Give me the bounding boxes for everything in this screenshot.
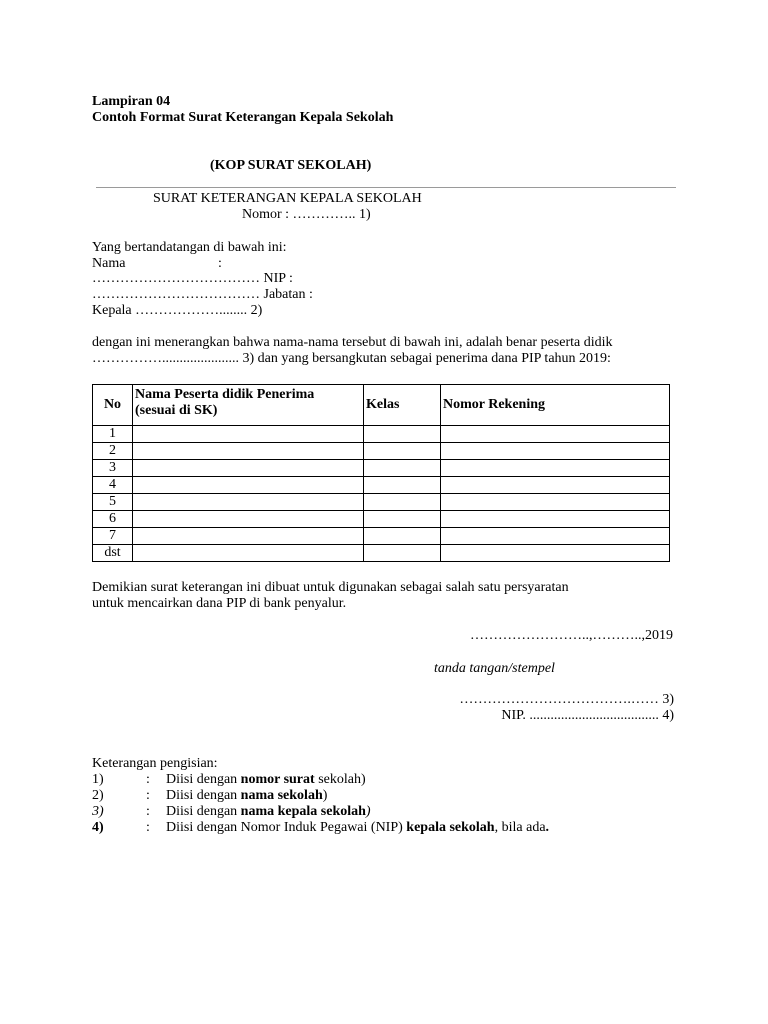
cell-nama: [133, 460, 364, 477]
cell-nama: [133, 528, 364, 545]
signature-name-line: ……………………………….…… 3): [459, 692, 674, 707]
document-subtitle: Contoh Format Surat Keterangan Kepala Sekolah: [92, 110, 394, 125]
intro-text: Yang bertandatangan di bawah ini:: [92, 240, 287, 255]
notes-title: Keterangan pengisian:: [92, 756, 218, 771]
row-number: 5: [93, 494, 133, 511]
letter-title: SURAT KETERANGAN KEPALA SEKOLAH: [153, 191, 422, 206]
cell-kelas: [364, 443, 441, 460]
cell-kelas: [364, 477, 441, 494]
header-nama-line-1: Nama Peserta didik Penerima: [135, 387, 315, 402]
cell-rekening: [441, 443, 670, 460]
note-text-bold: kepala sekolah: [406, 820, 495, 835]
cell-rekening: [441, 460, 670, 477]
closing-line-1: Demikian surat keterangan ini dibuat untuk digunakan sebagai salah satu persyaratan: [92, 580, 569, 595]
letter-number: Nomor : ………….. 1): [242, 207, 371, 222]
date-line: ……………………..,………..,2019: [470, 628, 673, 643]
table-row: [93, 528, 670, 545]
note-colon: :: [146, 788, 150, 803]
note-text-post: , bila ada: [494, 820, 546, 835]
header-divider: [96, 187, 676, 188]
cell-kelas: [364, 460, 441, 477]
table-header-row: [93, 385, 670, 426]
note-text-pre: Diisi dengan: [166, 804, 241, 819]
cell-nama: [133, 494, 364, 511]
row-number: 1: [93, 426, 133, 443]
note-text-bold: nomor surat: [240, 772, 315, 787]
cell-rekening: [441, 528, 670, 545]
cell-rekening: [441, 426, 670, 443]
note-text-pre: Diisi dengan: [166, 772, 241, 787]
nama-label: Nama: [92, 256, 126, 271]
cell-kelas: [364, 511, 441, 528]
cell-rekening: [441, 545, 670, 562]
cell-nama: [133, 545, 364, 562]
note-colon: :: [146, 772, 150, 787]
note-number: 3): [92, 804, 104, 819]
note-text: [166, 804, 371, 820]
note-text-bold: nama kepala sekolah: [240, 804, 366, 819]
table-row: [93, 494, 670, 511]
table-row: [93, 477, 670, 494]
kop-surat-label: (KOP SURAT SEKOLAH): [210, 158, 372, 173]
table-row: [93, 545, 670, 562]
student-table: [92, 384, 670, 562]
note-text-post: ): [322, 788, 328, 803]
note-text-pre: Diisi dengan: [166, 788, 241, 803]
row-number: 6: [93, 511, 133, 528]
cell-nama: [133, 477, 364, 494]
cell-rekening: [441, 511, 670, 528]
table-row: [93, 511, 670, 528]
cell-nama: [133, 443, 364, 460]
cell-kelas: [364, 426, 441, 443]
statement-line-1: dengan ini menerangkan bahwa nama-nama tersebut di bawah ini, adalah benar peserta didik: [92, 335, 613, 350]
row-number: 7: [93, 528, 133, 545]
note-text-pre: Diisi dengan Nomor Induk Pegawai (NIP): [166, 820, 407, 835]
note-text: [166, 772, 366, 788]
row-number: 2: [93, 443, 133, 460]
note-text-bold: nama sekolah: [240, 788, 323, 803]
cell-rekening: [441, 477, 670, 494]
row-number: 4: [93, 477, 133, 494]
table-row: [93, 460, 670, 477]
header-rekening: Nomor Rekening: [441, 385, 670, 426]
note-number: 1): [92, 772, 104, 787]
cell-nama: [133, 511, 364, 528]
header-nama: [133, 385, 364, 426]
note-number: 4): [92, 820, 104, 835]
header-kelas: Kelas: [364, 385, 441, 426]
nama-colon: :: [218, 256, 222, 271]
cell-nama: [133, 426, 364, 443]
note-text-tail: .: [545, 820, 550, 835]
cell-kelas: [364, 528, 441, 545]
note-text: [166, 820, 549, 836]
signature-caption: tanda tangan/stempel: [434, 661, 555, 676]
row-number: 3: [93, 460, 133, 477]
note-number: 2): [92, 788, 104, 803]
jabatan-line: ……………………………… Jabatan :: [92, 287, 313, 302]
cell-kelas: [364, 494, 441, 511]
table-row: [93, 426, 670, 443]
note-text: [166, 788, 327, 804]
cell-rekening: [441, 494, 670, 511]
note-text-post: ): [365, 804, 371, 819]
note-colon: :: [146, 820, 150, 835]
signature-nip-line: NIP. ..................................... 4): [501, 708, 674, 723]
lampiran-label: Lampiran 04: [92, 94, 171, 109]
note-colon: :: [146, 804, 150, 819]
cell-kelas: [364, 545, 441, 562]
closing-line-2: untuk mencairkan dana PIP di bank penyalur.: [92, 596, 347, 611]
statement-line-2: ……………...................... 3) dan yang bersangkutan sebagai penerima dana PIP tahun 2019:: [92, 351, 611, 366]
kepala-line: Kepala ………………........ 2): [92, 303, 263, 318]
table-row: [93, 443, 670, 460]
header-no: No: [93, 385, 133, 426]
row-number: dst: [93, 545, 133, 562]
nip-line: ……………………………… NIP :: [92, 271, 293, 286]
header-nama-line-2: (sesuai di SK): [135, 403, 218, 418]
note-text-post: sekolah): [314, 772, 366, 787]
